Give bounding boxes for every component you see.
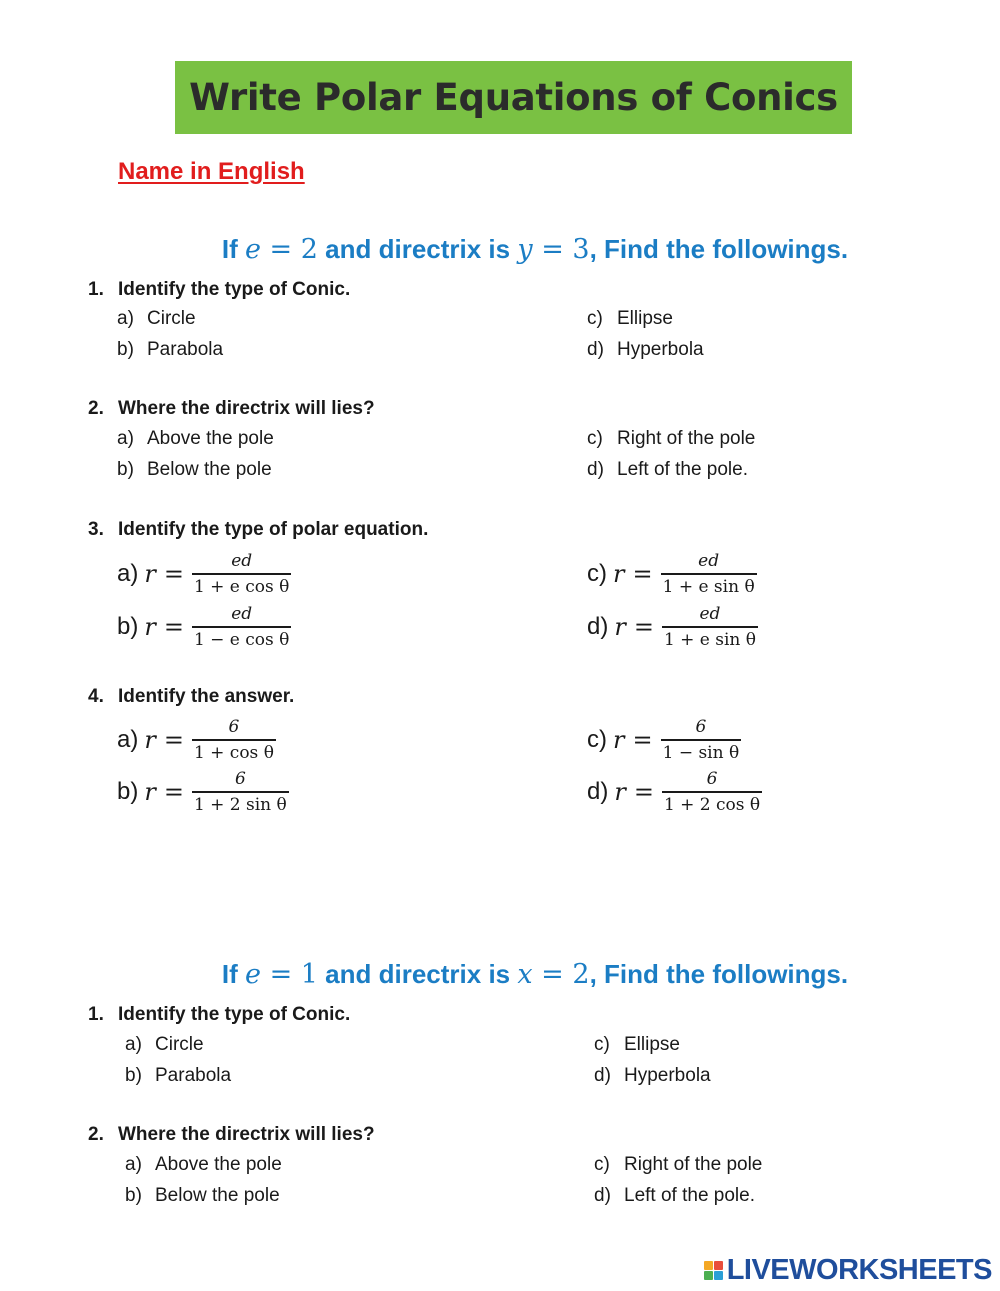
equation-lhs: r <box>614 778 626 806</box>
option-a[interactable] <box>125 1034 204 1056</box>
question-1 <box>88 1004 350 1026</box>
numerator: ed <box>231 604 253 625</box>
option-label: a) <box>117 428 134 449</box>
question-number: 1. <box>88 1004 104 1025</box>
option-d[interactable] <box>594 1065 711 1087</box>
question-number: 1. <box>88 279 104 300</box>
option-label: b) <box>117 613 139 640</box>
equation-lhs: r <box>144 560 156 588</box>
numerator: ed <box>699 604 721 625</box>
equation-option-d[interactable] <box>587 764 762 820</box>
option-text: Parabola <box>155 1065 232 1086</box>
heading-var: e <box>244 234 261 265</box>
option-label: a) <box>117 560 139 587</box>
option-label: b) <box>117 459 134 480</box>
equation-lhs: r <box>614 613 626 641</box>
option-label: b) <box>125 1185 142 1206</box>
option-c[interactable] <box>594 1034 680 1056</box>
equation-lhs: r <box>613 726 625 754</box>
equation-lhs: r <box>144 613 156 641</box>
logo-text: LIVEWORKSHEETS <box>726 1254 992 1286</box>
option-label: b) <box>117 778 139 805</box>
denominator: 1 + cos θ <box>193 742 274 763</box>
question-4 <box>88 686 294 708</box>
option-b[interactable] <box>117 459 272 481</box>
equation-option-a[interactable] <box>117 712 276 768</box>
fraction <box>192 602 291 652</box>
question-number: 4. <box>88 686 104 707</box>
heading-val: = 2 <box>532 959 590 990</box>
option-label: c) <box>587 560 607 587</box>
equals-sign: = <box>632 560 653 588</box>
fraction <box>192 767 289 817</box>
option-text: Below the pole <box>155 1185 280 1206</box>
heading-var: y <box>517 234 533 265</box>
denominator: 1 + 2 cos θ <box>663 794 761 815</box>
option-label: a) <box>125 1154 142 1175</box>
question-text: Identify the type of Conic. <box>118 1004 351 1025</box>
numerator: 6 <box>228 717 240 738</box>
question-1 <box>88 279 350 301</box>
option-text: Left of the pole. <box>617 459 748 480</box>
option-b[interactable] <box>125 1065 231 1087</box>
question-3 <box>88 519 428 541</box>
question-number: 2. <box>88 398 104 419</box>
fraction <box>661 715 742 765</box>
question-text: Identify the answer. <box>118 686 295 707</box>
option-a[interactable] <box>117 428 274 450</box>
equation-option-a[interactable] <box>117 546 291 602</box>
denominator: 1 − sin θ <box>662 742 740 763</box>
equals-sign: = <box>633 613 654 641</box>
numerator: ed <box>231 551 253 572</box>
option-a[interactable] <box>117 308 196 330</box>
denominator: 1 − e cos θ <box>193 629 290 650</box>
equals-sign: = <box>632 726 653 754</box>
denominator: 1 + e cos θ <box>193 576 290 597</box>
option-text: Right of the pole <box>624 1154 763 1175</box>
fraction <box>661 549 757 599</box>
page-title: Write Polar Equations of Conics <box>189 76 838 119</box>
equation-option-d[interactable] <box>587 599 758 655</box>
equation-option-b[interactable] <box>117 764 289 820</box>
equals-sign: = <box>163 778 184 806</box>
option-label: d) <box>587 778 609 805</box>
option-label: a) <box>117 726 139 753</box>
equation-lhs: r <box>144 726 156 754</box>
equation-option-c[interactable] <box>587 712 741 768</box>
option-d[interactable] <box>587 339 704 361</box>
option-text: Ellipse <box>624 1034 680 1055</box>
numerator: 6 <box>234 769 246 790</box>
question-2 <box>88 1124 375 1146</box>
question-text: Where the directrix will lies? <box>118 398 375 419</box>
heading-val: = 3 <box>532 234 590 265</box>
option-text: Parabola <box>147 339 224 360</box>
denominator: 1 + 2 sin θ <box>193 794 287 815</box>
equals-sign: = <box>633 778 654 806</box>
question-2 <box>88 398 375 420</box>
option-d[interactable] <box>587 459 748 481</box>
equation-lhs: r <box>144 778 156 806</box>
question-text: Identify the type of polar equation. <box>118 519 429 540</box>
option-label: d) <box>587 339 604 360</box>
equation-option-c[interactable] <box>587 546 757 602</box>
numerator: ed <box>698 551 720 572</box>
equation-lhs: r <box>613 560 625 588</box>
question-text: Identify the type of Conic. <box>118 279 351 300</box>
heading-var: e <box>245 959 261 990</box>
question-number: 2. <box>88 1124 104 1145</box>
question-text: Where the directrix will lies? <box>118 1124 375 1145</box>
heading-val: = 1 <box>260 959 318 990</box>
equation-option-b[interactable] <box>117 599 291 655</box>
option-label: d) <box>587 459 604 480</box>
numerator: 6 <box>695 717 707 738</box>
option-label: b) <box>117 339 134 360</box>
liveworksheets-logo-icon <box>704 1261 723 1280</box>
numerator: 6 <box>706 769 718 790</box>
option-text: Left of the pole. <box>624 1185 755 1206</box>
option-text: Below the pole <box>147 459 272 480</box>
name-label: Name in English <box>118 158 305 185</box>
heading-var: x <box>517 959 533 990</box>
fraction <box>662 767 762 817</box>
denominator: 1 + e sin θ <box>663 629 757 650</box>
section2-heading <box>100 959 970 990</box>
heading-text: , Find the followings. <box>589 959 849 989</box>
option-label: c) <box>587 308 603 329</box>
equals-sign: = <box>163 726 184 754</box>
option-label: d) <box>587 613 609 640</box>
denominator: 1 + e sin θ <box>662 576 755 597</box>
option-label: a) <box>125 1034 142 1055</box>
option-label: c) <box>587 428 603 449</box>
option-d[interactable] <box>594 1185 755 1207</box>
fraction <box>192 549 291 599</box>
liveworksheets-logo[interactable] <box>704 1254 992 1287</box>
fraction <box>662 602 758 652</box>
heading-val: = 2 <box>260 234 318 265</box>
option-text: Circle <box>155 1034 204 1055</box>
heading-text: If <box>221 959 245 989</box>
option-b[interactable] <box>125 1185 280 1207</box>
question-number: 3. <box>88 519 104 540</box>
option-text: Hyperbola <box>617 339 704 360</box>
option-label: d) <box>594 1065 611 1086</box>
heading-text: and directrix is <box>317 959 518 989</box>
equals-sign: = <box>163 560 184 588</box>
option-c[interactable] <box>587 428 755 450</box>
option-text: Ellipse <box>617 308 673 329</box>
option-text: Above the pole <box>155 1154 282 1175</box>
option-a[interactable] <box>125 1154 282 1176</box>
option-label: b) <box>125 1065 142 1086</box>
option-label: c) <box>594 1034 610 1055</box>
equals-sign: = <box>163 613 184 641</box>
option-c[interactable] <box>587 308 673 330</box>
section1-heading <box>100 234 970 265</box>
option-label: a) <box>117 308 134 329</box>
option-text: Hyperbola <box>624 1065 711 1086</box>
option-text: Above the pole <box>147 428 274 449</box>
heading-text: , Find the followings. <box>589 234 849 264</box>
option-label: c) <box>587 726 607 753</box>
option-text: Circle <box>147 308 196 329</box>
option-label: c) <box>594 1154 610 1175</box>
option-c[interactable] <box>594 1154 762 1176</box>
fraction <box>192 715 276 765</box>
heading-text: If <box>221 234 245 264</box>
option-text: Right of the pole <box>617 428 756 449</box>
option-label: d) <box>594 1185 611 1206</box>
heading-text: and directrix is <box>317 234 518 264</box>
option-b[interactable] <box>117 339 223 361</box>
title-banner <box>175 61 852 134</box>
